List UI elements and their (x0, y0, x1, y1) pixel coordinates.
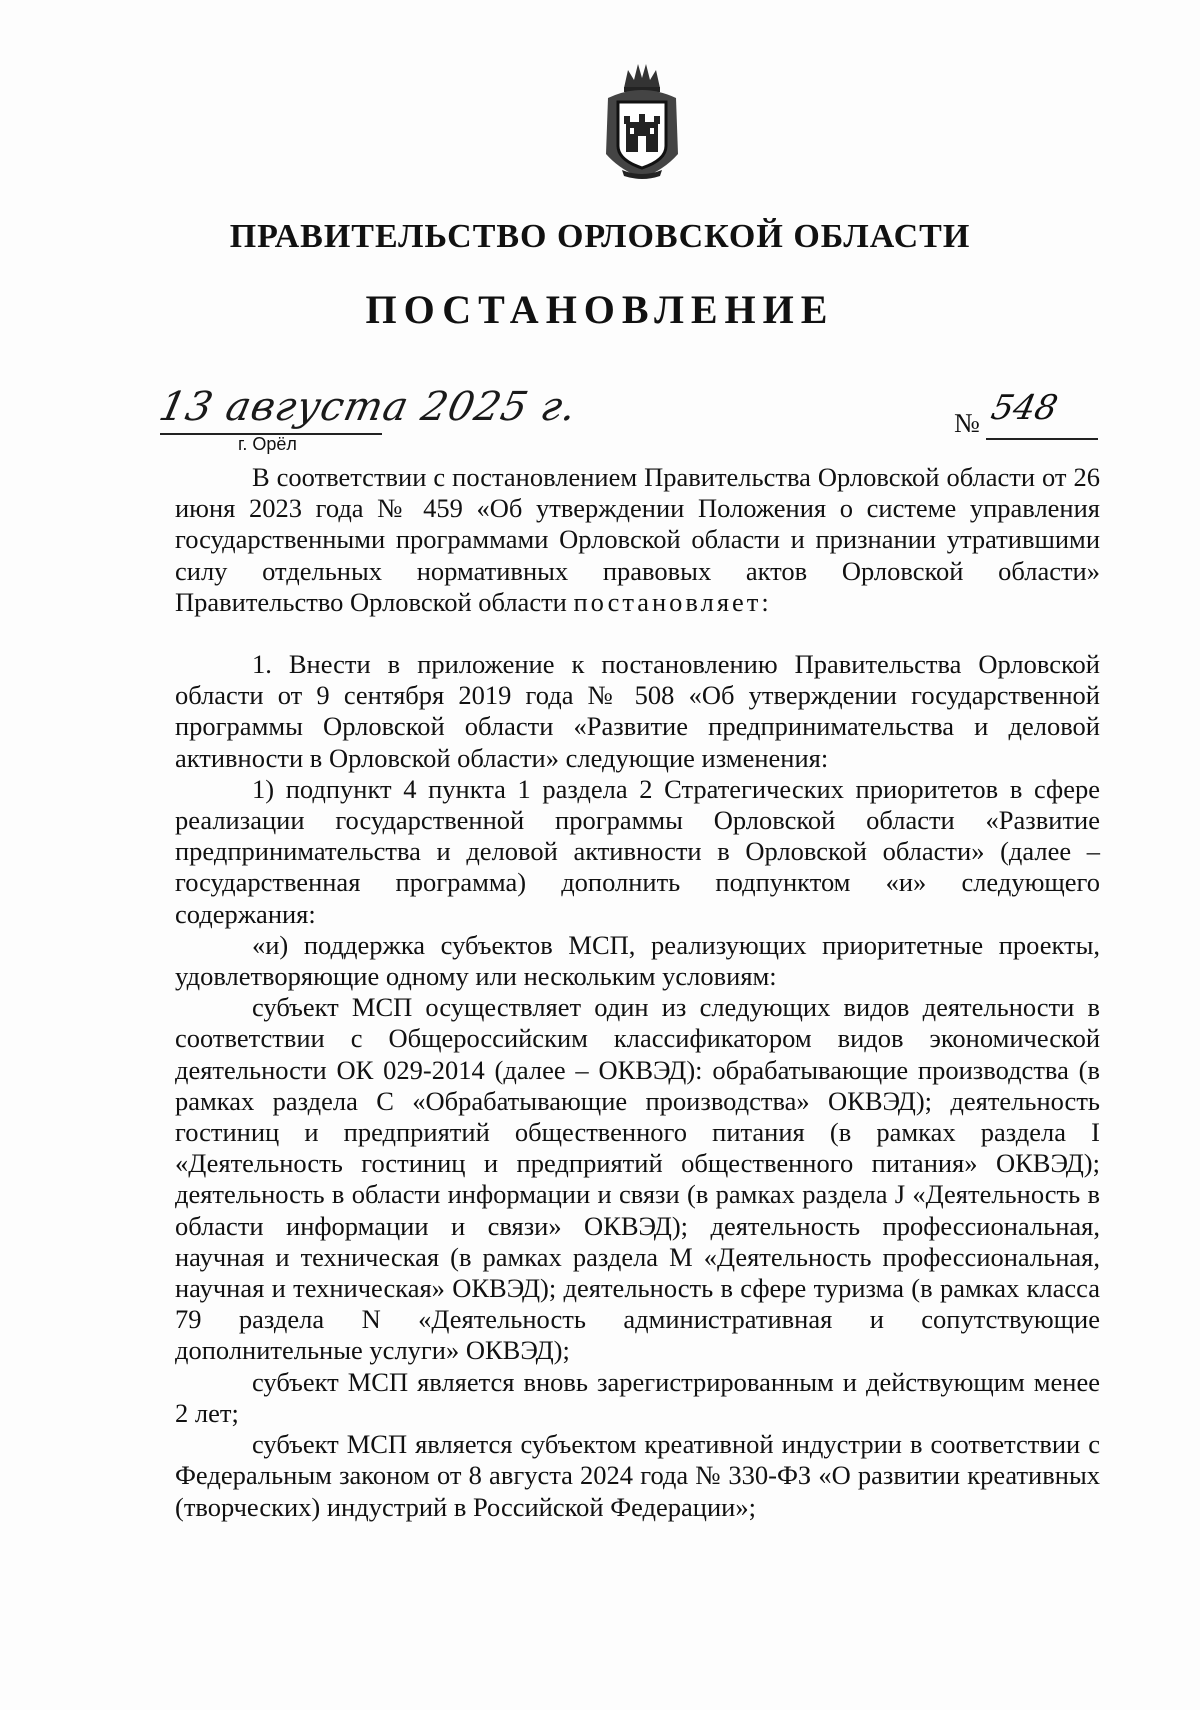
paragraph-1: 1. Внести в приложение к постановлению Правительства Орловской области от 9 сентября 2019 года № 508 «Об утверждении государственной программы Орловской области «Развитие предпринимательства и деловой активности в Орловской области» следующие изменения: (175, 649, 1100, 773)
preamble-paragraph (175, 462, 1100, 618)
paragraph-4: субъект МСП осуществляет один из следующих видов деятельности в соответствии с Общероссийским классификатором видов экономической деятельности ОК 029-2014 (далее – ОКВЭД): обрабатывающие производства (в рамках раздела С «Обрабатывающие производства» ОКВЭД); деятельность гостиниц и предприятий общественного питания (в рамках раздела I «Деятельность гостиниц и предприятий общественного питания» ОКВЭД); деятельность в области информации и связи (в рамках раздела J «Деятельность в области информации и связи» ОКВЭД); деятельность профессиональная, научная и техническая (в рамках раздела M «Деятельность профессиональная, научная и техническая» ОКВЭД); деятельность в сфере туризма (в рамках класса 79 раздела N «Деятельность административная и сопутствующие дополнительные услуги» ОКВЭД); (175, 992, 1100, 1366)
government-title: ПРАВИТЕЛЬСТВО ОРЛОВСКОЙ ОБЛАСТИ (229, 218, 971, 255)
paragraph-6: субъект МСП является субъектом креативной индустрии в соответствии с Федеральным законом от 8 августа 2024 года № 330-ФЗ «О развитии креативных (творческих) индустрий в Российской Федерации»; (175, 1429, 1100, 1522)
preamble-text: В соответствии с постановлением Правительства Орловской области от 26 июня 2023 года № 459 «Об утверждении Положения о системе управления государственными программами Орловской области и признании утратившими силу отдельных нормативных правовых актов Орловской области» Правительство Орловской области (175, 462, 1100, 617)
coat-of-arms-icon (594, 58, 690, 184)
document-type: ПОСТАНОВЛЕНИЕ (365, 287, 835, 332)
city-label: г. Орёл (238, 434, 297, 454)
number-underline (986, 438, 1098, 440)
paragraph-5: субъект МСП является вновь зарегистрированным и действующим менее 2 лет; (175, 1366, 1100, 1428)
paragraph-3: «и) поддержка субъектов МСП, реализующих приоритетные проекты, удовлетворяющие одному или нескольким условиям: (175, 929, 1100, 992)
preamble-verb: постановляет: (573, 586, 772, 617)
handwritten-number: 548 (987, 388, 1062, 428)
number-label: № (954, 408, 980, 438)
handwritten-date: 13 августа 2025 г. (155, 384, 582, 430)
document-body (175, 462, 1100, 1523)
paragraph-2: 1) подпункт 4 пункта 1 раздела 2 Стратегических приоритетов в сфере реализации государственной программы Орловской области «Развитие предпринимательства и деловой активности в Орловской области» (далее – государственная программа) дополнить подпунктом «и» следующего содержания: (175, 773, 1100, 929)
